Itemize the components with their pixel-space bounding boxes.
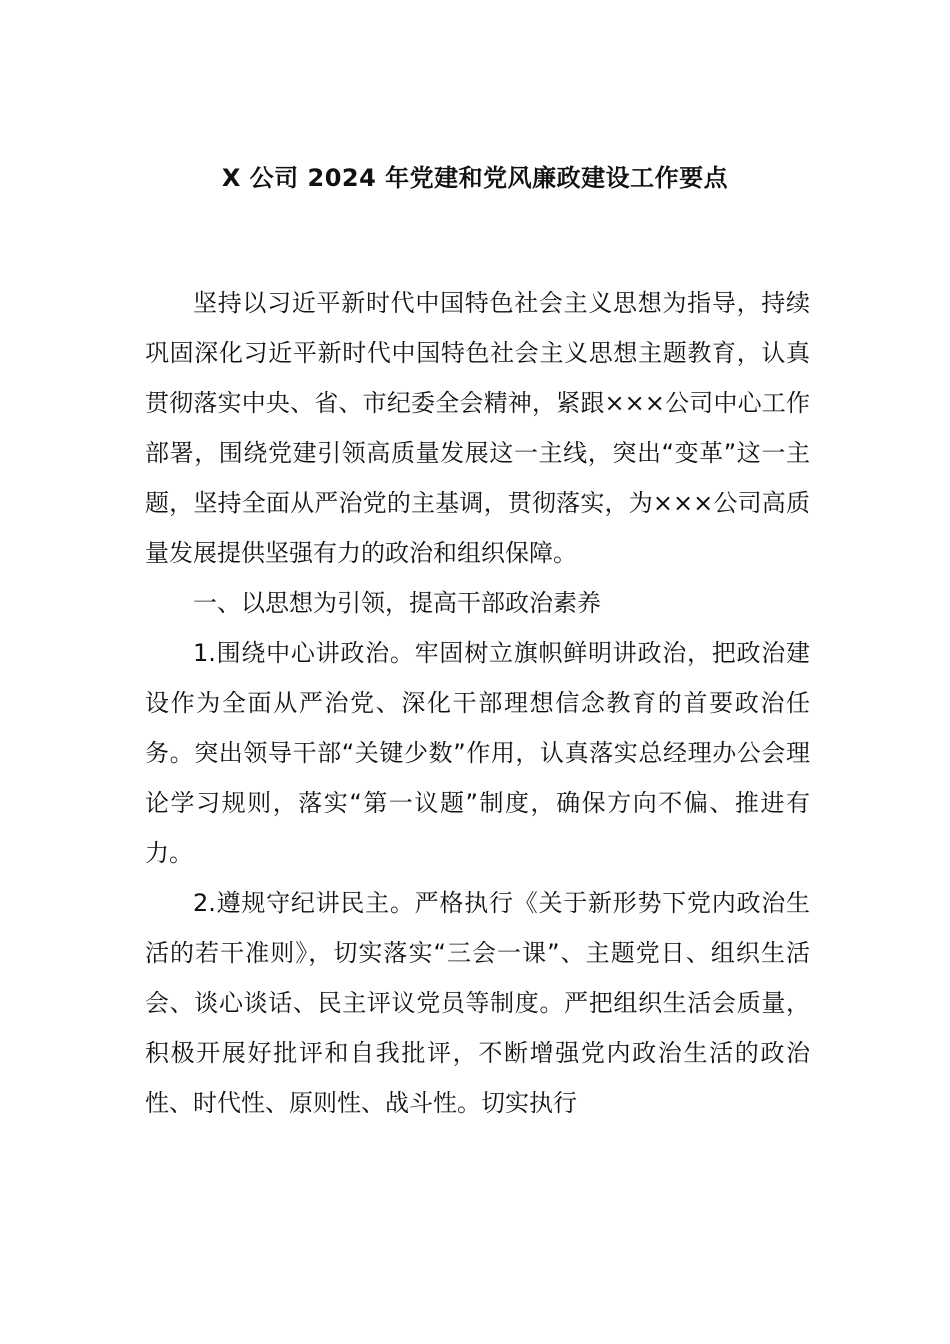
item-paragraph-2: 2.遵规守纪讲民主。严格执行《关于新形势下党内政治生活的若干准则》，切实落实“三会一课”、主题党日、组织生活会、谈心谈话、民主评议党员等制度。严把组织生活会质量，积极开展好批评和自我批评，不断增强党内政治生活的政治性、时代性、原则性、战斗性。切实执行 (145, 889, 810, 1117)
document-title: X 公司 2024 年党建和党风廉政建设工作要点 (221, 164, 729, 192)
section-heading-1: 一、以思想为引领，提高干部政治素养 (193, 589, 601, 617)
item-paragraph-1: 1.围绕中心讲政治。牢固树立旗帜鲜明讲政治，把政治建设作为全面从严治党、深化干部理想信念教育的首要政治任务。突出领导干部“关键少数”作用，认真落实总经理办公会理论学习规则，落实“第一议题”制度，确保方向不偏、推进有力。 (145, 639, 810, 867)
intro-paragraph: 坚持以习近平新时代中国特色社会主义思想为指导，持续巩固深化习近平新时代中国特色社会主义思想主题教育，认真贯彻落实中央、省、市纪委全会精神，紧跟×××公司中心工作部署，围绕党建引领高质量发展这一主线，突出“变革”这一主题，坚持全面从严治党的主基调，贯彻落实，为×××公司高质量发展提供坚强有力的政治和组织保障。 (145, 289, 810, 567)
document-body (145, 278, 810, 1128)
